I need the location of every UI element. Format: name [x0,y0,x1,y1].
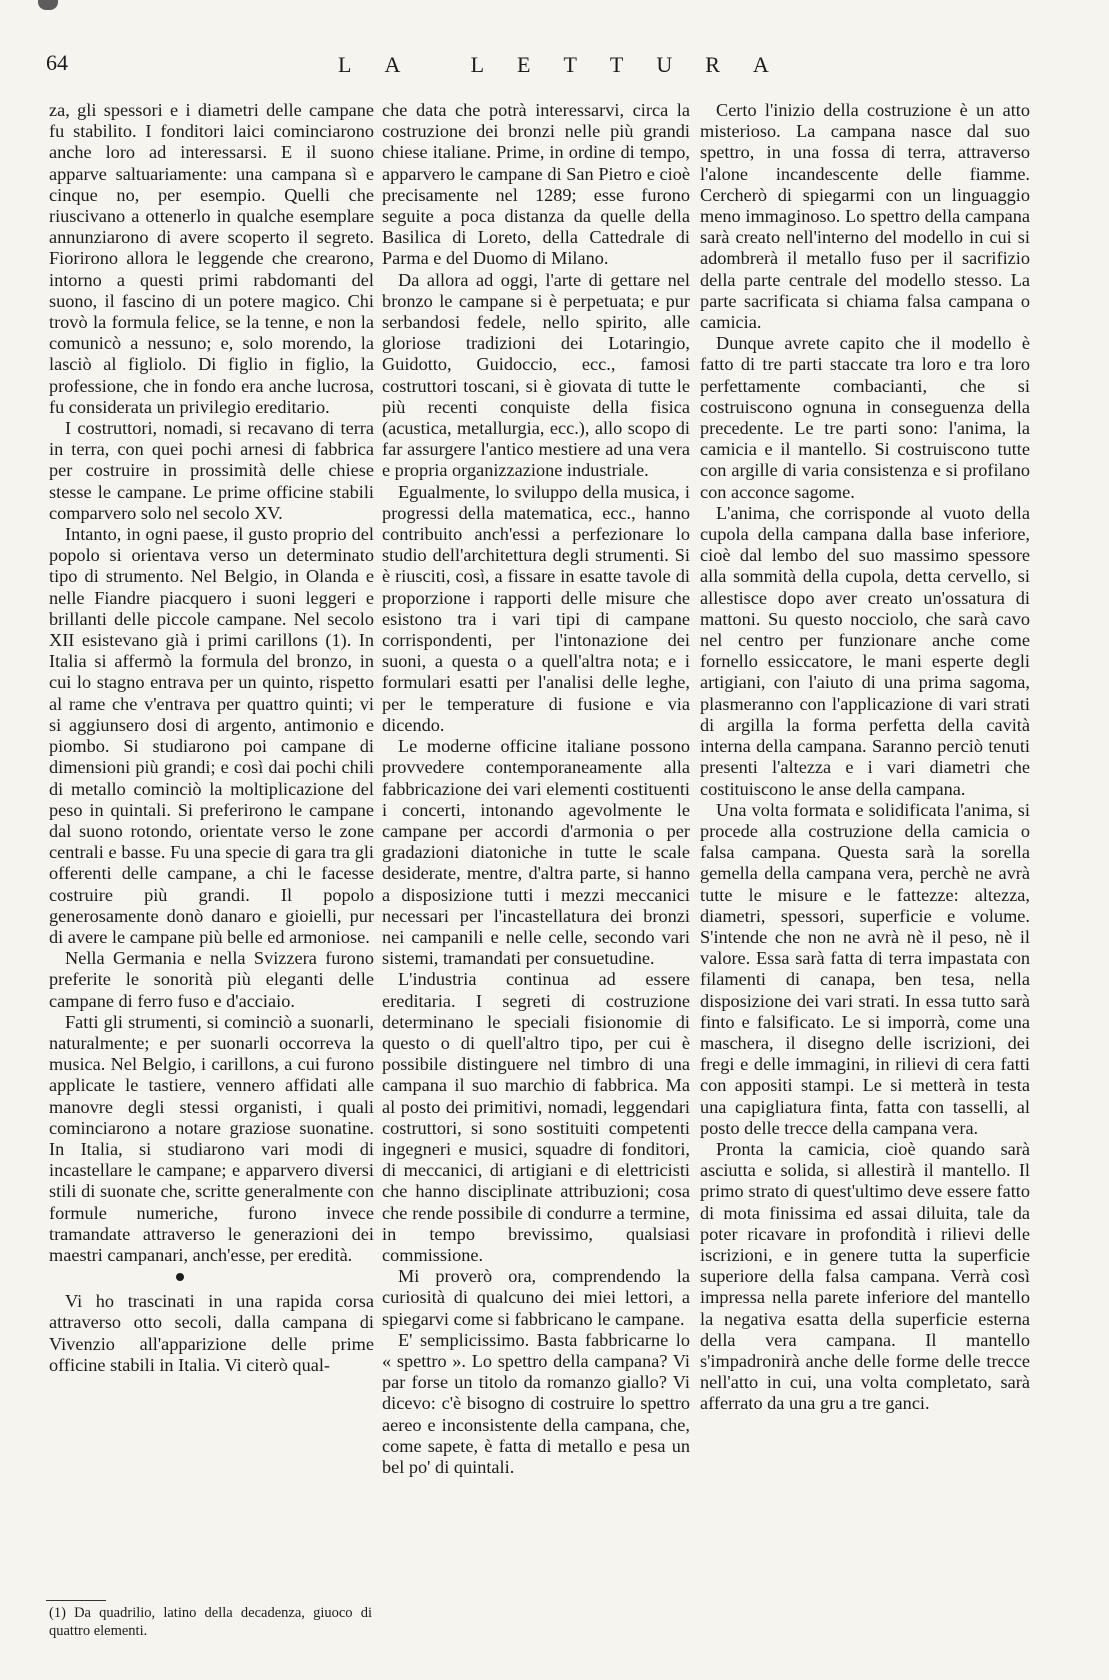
journal-title: LA LETTURA [338,52,802,77]
paragraph: Mi proverò ora, comprendendo la curiosità di qualcuno dei miei lettori, a spiegarvi come si fabbricano le campane. [382,1266,690,1329]
paragraph: Nella Germania e nella Svizzera furono preferite le sonorità più eleganti delle campane di ferro fuso e d'acciaio. [49,948,374,1011]
paragraph: Certo l'inizio della costruzione è un atto misterioso. La campana nasce dal suo spettro, in una fossa di terra, attraverso l'alone incandescente delle fiamme. Cercherò di spiegarmi con un linguaggio meno immaginoso. Lo spettro della campana sarà creato nell'interno del modello in cui si adombrerà il metallo fuso per il sacrifizio della parte centrale del modello stesso. La parte sacrificata si chiama falsa campana o camicia. [700,100,1030,333]
text-column-2 [382,100,690,1478]
paragraph: Egualmente, lo sviluppo della musica, i progressi della matematica, ecc., hanno contribuito anch'essi a perfezionare lo studio dell'architettura degli strumenti. Si è riusciti, così, a fissare in esatte tavole di proporzione i rapporti delle misure che esistono tra i vari tipi di campane corrispondenti, per l'intonazione dei suoni, a questa o a quell'altra nota; e i formulari esatti per l'analisi delle leghe, per le temperature di fusione e via dicendo. [382,481,690,735]
paragraph: L'industria continua ad essere ereditaria. I segreti di costruzione determinano le speciali fisionomie di questo o di quell'altro tipo, per cui è possibile distinguere nel timbro di una campana il suo marchio di fabbrica. Ma al posto dei primitivi, nomadi, leggendari costruttori, si sono sostituiti competenti ingegneri e musici, squadre di fonditori, di meccanici, di artigiani e di elettricisti che hanno disciplinate attribuzioni; cosa che rende possibile di condurre a termine, in tempo brevissimo, qualsiasi commissione. [382,969,690,1265]
footnote-rule [46,1600,106,1601]
paragraph: za, gli spessori e i diametri delle campane fu stabilito. I fonditori laici cominciarono anche loro ad interessarsi. E il suono apparve saltuariamente: una campana sì e cinque no, per esempio. Quelli che riuscivano a ottenerlo in qualche esemplare annunziarono di avere scoperto il segreto. Fiorirono allora le leggende che crearono, intorno a questi primi rabdomanti del suono, il fascino di un potere magico. Chi trovò la formula felice, se la tenne, e non la comunicò a nessuno; e, solo morendo, la lasciò al figliolo. Di figlio in figlio, la professione, che in fondo era anche lucrosa, fu considerata un privilegio ereditario. [49,100,374,417]
paragraph: E' semplicissimo. Basta fabbricarne lo « spettro ». Lo spettro della campana? Vi par forse un titolo da romanzo giallo? Vi dicevo: c'è bisogno di costruire lo spettro aereo e inconsistente della campana, che, come sapete, è fatta di metallo e pesa un bel po' di quintali. [382,1329,690,1477]
page-header [46,46,1059,86]
paragraph: Fatti gli strumenti, si cominciò a suonarli, naturalmente; e per suonarli occorreva la musica. Nel Belgio, i carillons, a cui furono applicate le tastiere, vennero affidati alle manovre degli stessi organisti, i quali cominciarono a notare graziose suonatine. In Italia, si studiarono vari modi di incastellare le campane; e apparvero diversi stili di suonate che, scritte generalmente con formule numeriche, furono invece tramandate attraverso le generazioni dei maestri campanari, anch'esse, per eredità. [49,1011,374,1265]
paragraph: I costruttori, nomadi, si recavano di terra in terra, con quei pochi arnesi di fabbrica per costruire in prossimità delle chiese stesse le campane. Le prime officine stabili comparvero solo nel secolo XV. [49,418,374,523]
text-column-1 [49,100,374,1376]
paragraph: Le moderne officine italiane possono provvedere contemporaneamente alla fabbricazione dei vari elementi costituenti i concerti, intonando agevolmente le campane per accordi d'armonia o per gradazioni diatoniche in tutte le scale desiderate, mentre, d'altra parte, si hanno a disposizione tutti i mezzi meccanici necessari per l'incastellatura dei bronzi nei campanili e nelle celle, secondo vari sistemi, tramandati per consuetudine. [382,736,690,969]
paragraph: Pronta la camicia, cioè quando sarà asciutta e solida, si allestirà il mantello. Il primo strato di quest'ultimo deve essere fatto di mota finissima ed assai diluita, tale da poter ricavare in profondità i rilievi delle iscrizioni, e in genere tutta la superficie superiore della falsa campana. Verrà così impressa nella parete inferiore del mantello la negativa esatta della superficie esterna della vera campana. Il mantello s'impadronirà anche delle forme delle trecce nell'atto in cui, una volta completato, sarà afferrato da una gru a tre ganci. [700,1138,1030,1414]
paragraph: Una volta formata e solidificata l'anima, si procede alla costruzione della camicia o falsa campana. Questa sarà la sorella gemella della campana vera, perchè ne avrà tutte le misure e le fattezze: altezza, diametri, spessori, superficie e volume. S'intende che non ne avrà nè il peso, nè il valore. Essa sarà fatta di terra impastata con filamenti di canapa, ben tesa, nella disposizione dei vari strati. In essa tutto sarà finto e falsificato. Le si imporrà, come una maschera, il disegno delle iscrizioni, dei fregi e delle immagini, in rilievi di cera fatti con appositi stampi. Le si metterà in testa una capigliatura finta, fatta con tasselli, al posto delle trecce della campana vera. [700,799,1030,1138]
paragraph: Da allora ad oggi, l'arte di gettare nel bronzo le campane si è perpetuata; e pur serbandosi fedele, nello spirito, alle gloriose tradizioni dei Lotaringio, Guidotto, Guidoccio, ecc., famosi costruttori toscani, si è giovata di tutte le più recenti conquiste della fisica (acustica, metallurgia, ecc.), allo scopo di far assurgere l'antico mestiere ad una vera e propria organizzazione industriale. [382,269,690,481]
section-divider [49,1266,374,1291]
paragraph: che data che potrà interessarvi, circa la costruzione dei bronzi nelle più grandi chiese italiane. Prime, in ordine di tempo, apparvero le campane di San Pietro e cioè precisamente nel 1289; esse furono seguite a poca distanza da quelle della Basilica di Loreto, della Cattedrale di Parma e del Duomo di Milano. [382,100,690,269]
bullet-ornament [176,1273,184,1281]
ink-smudge [38,0,58,10]
paragraph: Dunque avrete capito che il modello è fatto di tre parti staccate tra loro e tra loro perfettamente combacianti, che si costruiscono ognuna in conseguenza della precedente. Le tre parti sono: l'anima, la camicia e il mantello. Si costruiscono tutte con argille di varia consistenza e si profilano con acconce sagome. [700,333,1030,502]
page-number: 64 [46,50,68,75]
footnote: (1) Da quadrilio, latino della decadenza, giuoco di quattro elementi. [49,1605,372,1639]
paragraph: L'anima, che corrisponde al vuoto della cupola della campana dalla base inferiore, cioè dal lembo del suo massimo spessore alla sommità della cupola, detta cervello, si allestisce dopo aver creato un'ossatura di mattoni. Su questo nocciolo, che sarà cavo nel centro per funzionare anche come fornello essiccatore, le mani esperte degli artigiani, con l'aiuto di una prima sagoma, plasmeranno con l'applicazione di vari strati di argilla la forma perfetta della cavità interna della campana. Saranno perciò tenuti presenti l'altezza e i vari diametri che costituiscono le anse della campana. [700,502,1030,799]
paragraph: Intanto, in ogni paese, il gusto proprio del popolo si orientava verso un determinato tipo di strumento. Nel Belgio, in Olanda e nelle Fiandre piacquero i suoni leggeri e brillanti delle piccole campane. Nel secolo XII esistevano già i primi carillons (1). In Italia si affermò la formula del bronzo, in cui lo stagno entrava per un quinto, rispetto al rame che v'entrava per quattro quinti; vi si aggiunsero dosi di argento, antimonio e piombo. Si studiarono poi campane di dimensioni più grandi; e così dai pochi chili di metallo cominciò la moltiplicazione del peso in quintali. Si preferirono le campane dal suono rotondo, orientate verso le zone centrali e basse. Fu una specie di gara tra gli offerenti delle campane, a chi le facesse costruire più grandi. Il popolo generosamente donò danaro e gioielli, pur di avere le campane più belle ed armoniose. [49,524,374,947]
text-column-3 [700,100,1030,1415]
paragraph: Vi ho trascinati in una rapida corsa attraverso otto secoli, dalla campana di Vivenzio all'apparizione delle prime officine stabili in Italia. Vi citerò qual- [49,1291,374,1375]
